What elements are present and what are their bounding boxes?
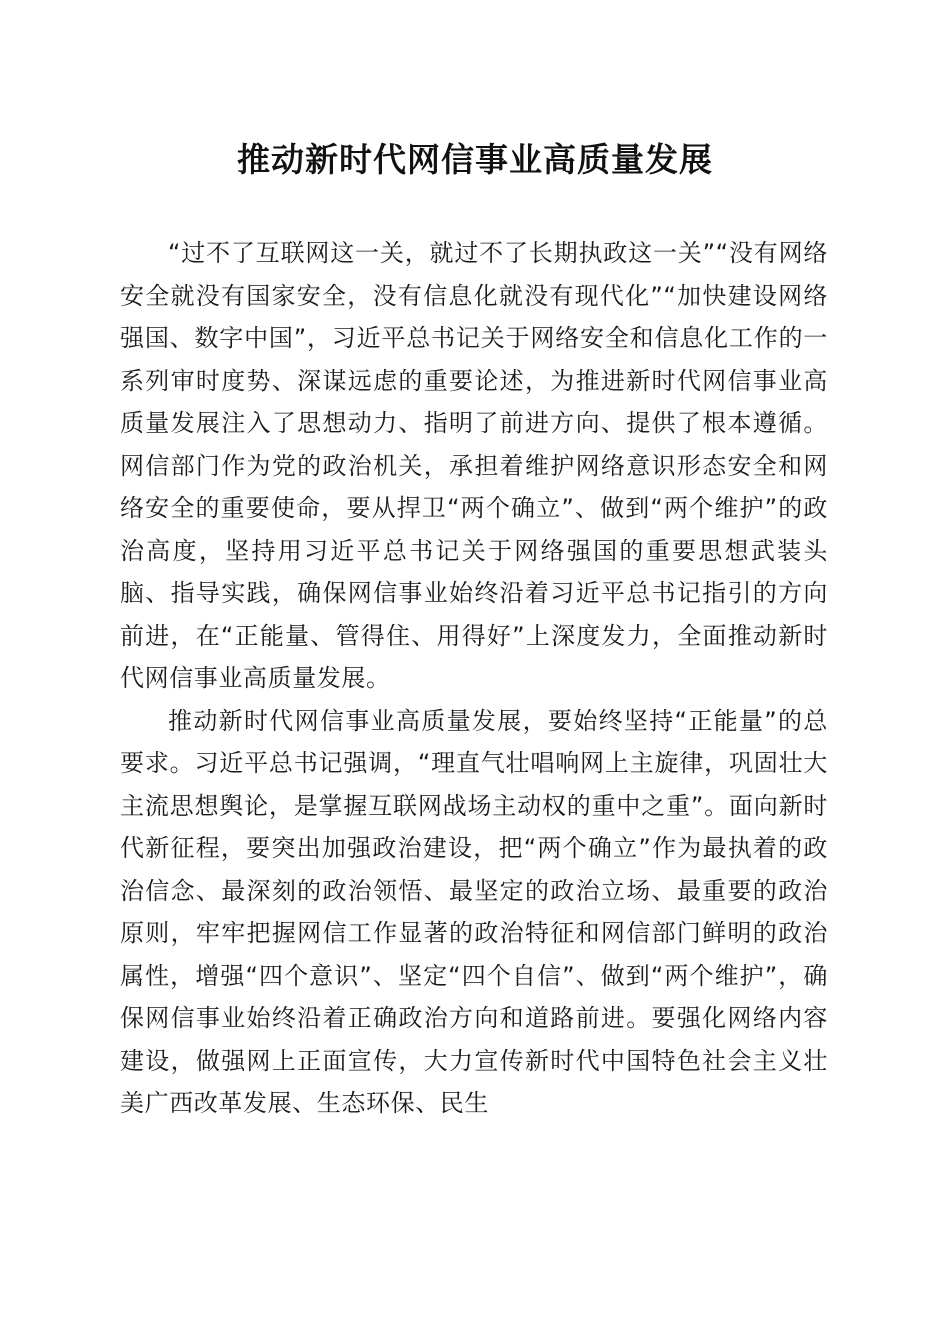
document-title: 推动新时代网信事业高质量发展 — [237, 140, 713, 179]
document-body — [120, 232, 828, 1125]
paragraph-2: 推动新时代网信事业高质量发展，要始终坚持“正能量”的总要求。习近平总书记强调，“理直气壮唱响网上主旋律，巩固壮大主流思想舆论，是掌握互联网战场主动权的重中之重”。面向新时代新征程，要突出加强政治建设，把“两个确立”作为最执着的政治信念、最深刻的政治领悟、最坚定的政治立场、最重要的政治原则，牢牢把握网信工作显著的政治特征和网信部门鲜明的政治属性，增强“四个意识”、坚定“四个自信”、做到“两个维护”，确保网信事业始终沿着正确政治方向和道路前进。要强化网络内容建设，做强网上正面宣传，大力宣传新时代中国特色社会主义壮美广西改革发展、生态环保、民生 — [120, 706, 828, 1117]
paragraph-1: “过不了互联网这一关，就过不了长期执政这一关”“没有网络安全就没有国家安全，没有信息化就没有现代化”“加快建设网络强国、数字中国”，习近平总书记关于网络安全和信息化工作的一系列审时度势、深谋远虑的重要论述，为推进新时代网信事业高质量发展注入了思想动力、指明了前进方向、提供了根本遵循。网信部门作为党的政治机关，承担着维护网络意识形态安全和网络安全的重要使命，要从捍卫“两个确立”、做到“两个维护”的政治高度，坚持用习近平总书记关于网络强国的重要思想武装头脑、指导实践，确保网信事业始终沿着习近平总书记指引的方向前进，在“正能量、管得住、用得好”上深度发力，全面推动新时代网信事业高质量发展。 — [120, 239, 828, 692]
